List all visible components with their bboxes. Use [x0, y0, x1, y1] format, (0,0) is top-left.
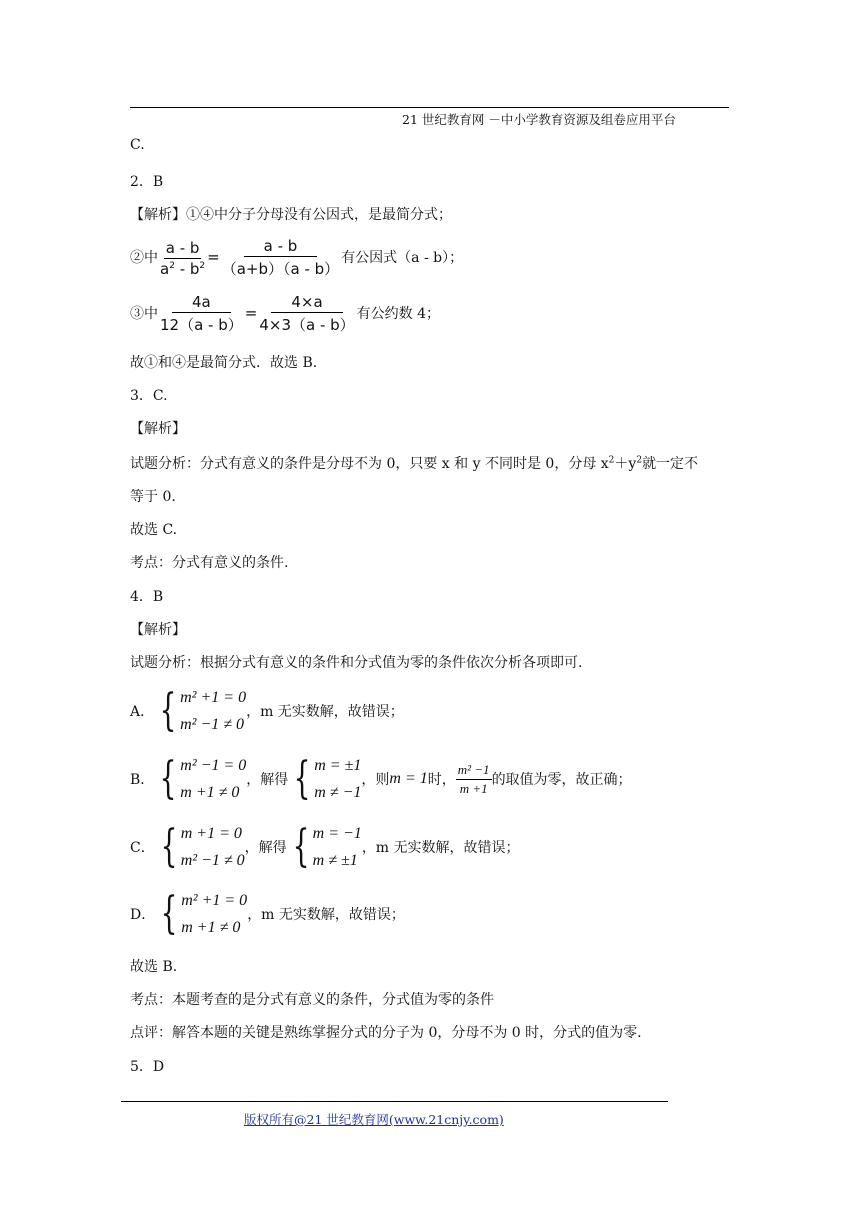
q2-fraction-2: [220, 237, 341, 279]
option-a-system: { m² +1 = 0 m² −1 ≠ 0: [159, 685, 247, 736]
footer-rule: [121, 1101, 668, 1102]
header-rule: [130, 107, 729, 108]
comment-4: 点评：解答本题的关键是熟练掌握分式的分子为 0，分母不为 0 时，分式的值为零.: [130, 1025, 642, 1041]
option-b-system: { m² −1 = 0 m +1 ≠ 0: [159, 753, 247, 804]
q2-f1-denominator: $a^2 - b^2$: [160, 259, 206, 278]
analysis-4-text: 试题分析：根据分式有意义的条件和分式值为零的条件依次分析各项即可.: [130, 655, 583, 671]
answer-3: 3．C.: [130, 388, 168, 404]
option-d-system: { m² +1 = 0 m +1 ≠ 0: [160, 888, 248, 939]
q3-f1-numerator: 4a: [172, 293, 231, 313]
option-b-fraction: $\frac{\text{m² −1}}{m +1}$: [457, 761, 490, 796]
q3-f2-denominator: 4×3（a - b）: [259, 316, 355, 334]
option-b: B． { m² −1 = 0 m +1 ≠ 0 ，解得 { m = ±1 m ≠ −1 ，则m = 1时， $\frac{\text{m² −1}}{m +1}$ 的取值为零，故正确；: [130, 753, 632, 804]
option-d: D． { m² +1 = 0 m +1 ≠ 0 ，m 无实数解，故错误；: [130, 888, 405, 939]
fraction-line-3: [130, 293, 440, 335]
choice-3: 故选 C.: [130, 522, 178, 538]
topic-3: 考点：分式有意义的条件.: [130, 555, 289, 571]
q2-f2-numerator: a - b: [244, 237, 318, 257]
analysis-2: 【解析】①④中分子分母没有公因式，是最简分式；: [130, 207, 452, 223]
conclusion-2: 故①和④是最简分式．故选 B.: [130, 355, 318, 371]
option-a: A． { m² +1 = 0 m² −1 ≠ 0 ，m 无实数解，故错误；: [130, 685, 404, 736]
answer-4: 4．B: [130, 589, 164, 605]
q3-fraction-1: [158, 293, 245, 335]
topic-4: 考点：本题考查的是分式有意义的条件，分式值为零的条件: [130, 992, 494, 1008]
answer-c: C.: [130, 137, 145, 153]
option-c-solution: { m = −1 m ≠ ±1: [292, 821, 362, 872]
q3-f2-numerator: 4×a: [271, 293, 342, 313]
analysis-3-text: 试题分析：分式有意义的条件是分母不为 0，只要 x 和 y 不同时是 0，分母 $x^2+y^2$就一定不: [130, 455, 699, 472]
q3-suffix: 有公约数 4；: [356, 306, 441, 322]
option-c-system: { m +1 = 0 m² −1 ≠ 0: [160, 821, 245, 872]
q2-prefix: ②中: [130, 250, 158, 266]
q3-equals: =: [244, 304, 258, 322]
q3-fraction-2: [257, 293, 356, 335]
option-c: C． { m +1 = 0 m² −1 ≠ 0 ，解得 { m = −1 m ≠ ±1 ，m 无实数解，故错误；: [130, 821, 520, 872]
q2-equals: =: [207, 248, 220, 266]
analysis-3-heading: 【解析】: [130, 421, 186, 437]
fraction-line-2: [130, 237, 463, 279]
option-b-solution: { m = ±1 m ≠ −1: [293, 753, 362, 804]
q2-f2-denominator: （a+b）（a - b）: [221, 260, 340, 278]
header-text: 21 世纪教育网 －中小学教育资源及组卷应用平台: [402, 112, 676, 127]
footer-link[interactable]: 版权所有@21 世纪教育网(www.21cnjy.com): [244, 1112, 504, 1127]
analysis-4-heading: 【解析】: [130, 622, 186, 638]
q3-prefix: ③中: [130, 306, 158, 322]
q2-suffix: 有公因式（a - b）；: [341, 250, 464, 266]
q2-fraction-1: [158, 239, 207, 278]
analysis-3-cont: 等于 0.: [130, 489, 176, 505]
answer-2: 2．B: [130, 174, 164, 190]
choice-4: 故选 B.: [130, 959, 178, 975]
q3-f1-denominator: 12（a - b）: [160, 316, 243, 334]
q2-f1-numerator: a - b: [165, 238, 200, 257]
answer-5: 5．D: [130, 1059, 165, 1075]
